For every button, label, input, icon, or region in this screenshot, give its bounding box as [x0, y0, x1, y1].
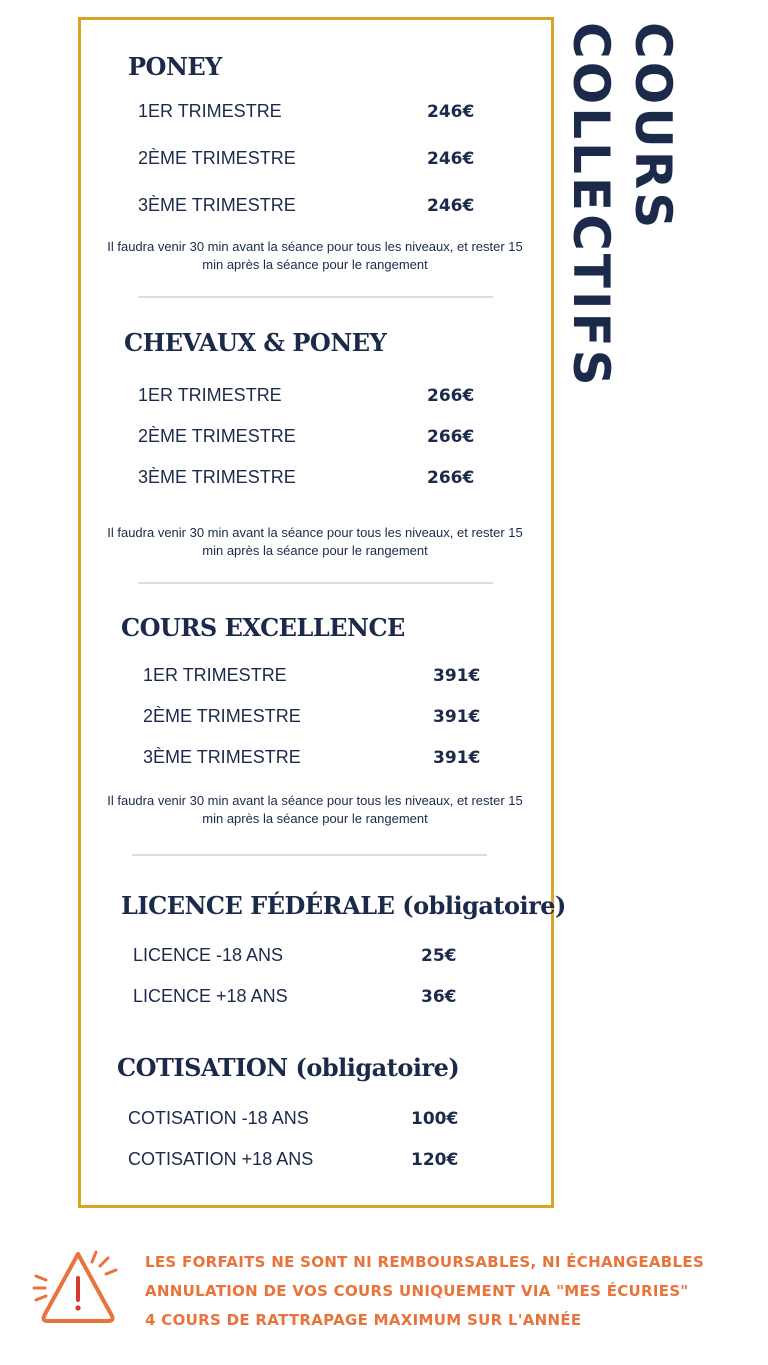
row-label: 1ER TRIMESTRE [138, 101, 282, 121]
row-label: 2ÈME TRIMESTRE [138, 426, 296, 446]
warning-text [145, 1248, 704, 1335]
row-price: 391€ [433, 748, 481, 768]
title-collectifs: COLLECTIFS [562, 22, 620, 389]
row-price: 391€ [433, 707, 481, 727]
section-title-cotisation: COTISATION (obligatoire) [117, 1053, 460, 1082]
row-label: 2ÈME TRIMESTRE [143, 706, 301, 726]
row-price: 246€ [427, 102, 475, 122]
row-label: 3ÈME TRIMESTRE [143, 747, 301, 767]
row-price: 266€ [427, 427, 475, 447]
row-price: 36€ [421, 987, 457, 1007]
row-label: 1ER TRIMESTRE [138, 385, 282, 405]
divider [138, 582, 493, 584]
row-label: COTISATION -18 ANS [128, 1108, 309, 1128]
section-note: Il faudra venir 30 min avant la séance pour tous les niveaux, et rester 15 min après la séance pour le rangement [107, 793, 523, 826]
row-price: 120€ [411, 1150, 459, 1170]
divider [138, 296, 493, 298]
section-title-cours-excellence: COURS EXCELLENCE [121, 613, 405, 642]
section-note: Il faudra venir 30 min avant la séance pour tous les niveaux, et rester 15 min après la séance pour le rangement [107, 239, 523, 272]
row-price: 391€ [433, 666, 481, 686]
row-label: LICENCE +18 ANS [133, 986, 288, 1006]
row-label: LICENCE -18 ANS [133, 945, 284, 965]
row-price: 246€ [427, 196, 475, 216]
warning-triangle-icon [30, 1242, 122, 1332]
row-label: 3ÈME TRIMESTRE [138, 467, 296, 487]
section-note: Il faudra venir 30 min avant la séance pour tous les niveaux, et rester 15 min après la séance pour le rangement [107, 525, 523, 558]
row-price: 246€ [427, 149, 475, 169]
row-label: 1ER TRIMESTRE [143, 665, 287, 685]
row-price: 266€ [427, 386, 475, 406]
section-title-licence: LICENCE FÉDÉRALE (obligatoire) [121, 891, 566, 920]
section-title-chevaux-poney: CHEVAUX & PONEY [124, 328, 387, 357]
title-cours: COURS [624, 22, 682, 232]
row-price: 25€ [421, 946, 457, 966]
row-price: 100€ [411, 1109, 459, 1129]
warning-line: ANNULATION DE VOS COURS UNIQUEMENT VIA "MES ÉCURIES" [145, 1282, 689, 1300]
row-label: COTISATION +18 ANS [128, 1149, 314, 1169]
row-label: 3ÈME TRIMESTRE [138, 195, 296, 215]
warning-line: 4 COURS DE RATTRAPAGE MAXIMUM SUR L'ANNÉE [145, 1311, 582, 1329]
section-title-poney: PONEY [128, 52, 222, 81]
row-price: 266€ [427, 468, 475, 488]
row-label: 2ÈME TRIMESTRE [138, 148, 296, 168]
divider [132, 854, 487, 856]
warning-line: LES FORFAITS NE SONT NI REMBOURSABLES, NI ÉCHANGEABLES [145, 1253, 705, 1271]
